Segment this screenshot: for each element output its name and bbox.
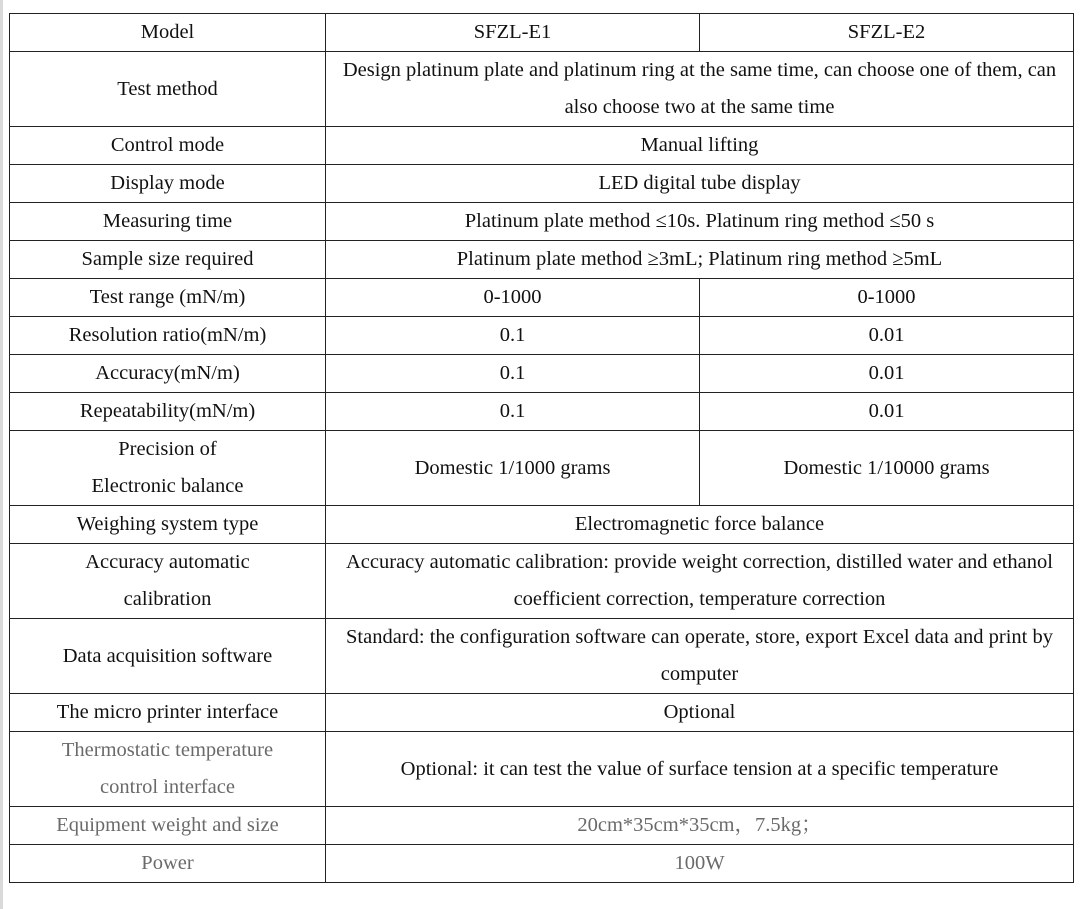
row-value: Platinum plate method ≥3mL; Platinum ring method ≥5mL bbox=[326, 241, 1074, 279]
table-row bbox=[10, 241, 1074, 279]
row-label: Test range (mN/m) bbox=[10, 279, 326, 317]
row-value: Manual lifting bbox=[326, 127, 1074, 165]
table-row bbox=[10, 619, 1074, 694]
row-value: Optional: it can test the value of surface tension at a specific temperature bbox=[326, 732, 1074, 807]
spec-table bbox=[9, 13, 1074, 883]
row-value: Design platinum plate and platinum ring at the same time, can choose one of them, can also choose two at the same time bbox=[326, 52, 1074, 127]
row-value: Optional bbox=[326, 694, 1074, 732]
row-label: Equipment weight and size bbox=[10, 807, 326, 845]
row-value: 100W bbox=[326, 845, 1074, 883]
page-left-edge bbox=[0, 0, 3, 909]
row-label-line: Electronic balance bbox=[91, 475, 244, 497]
row-label bbox=[10, 544, 326, 619]
row-value-e1: 0.1 bbox=[326, 393, 700, 431]
row-value: Platinum plate method ≤10s. Platinum ring method ≤50 s bbox=[326, 203, 1074, 241]
row-label: Resolution ratio(mN/m) bbox=[10, 317, 326, 355]
table-header-row bbox=[10, 14, 1074, 52]
row-label: Data acquisition software bbox=[10, 619, 326, 694]
table-row bbox=[10, 506, 1074, 544]
row-value: LED digital tube display bbox=[326, 165, 1074, 203]
row-value-e2: 0.01 bbox=[700, 393, 1074, 431]
row-label: Sample size required bbox=[10, 241, 326, 279]
row-label: Repeatability(mN/m) bbox=[10, 393, 326, 431]
table-row bbox=[10, 393, 1074, 431]
table-row bbox=[10, 732, 1074, 807]
row-label: The micro printer interface bbox=[10, 694, 326, 732]
header-model-e2: SFZL-E2 bbox=[700, 14, 1074, 52]
table-row bbox=[10, 127, 1074, 165]
row-value: Electromagnetic force balance bbox=[326, 506, 1074, 544]
row-value-e1: 0-1000 bbox=[326, 279, 700, 317]
row-label: Test method bbox=[10, 52, 326, 127]
row-value: 20cm*35cm*35cm，7.5kg； bbox=[326, 807, 1074, 845]
table-row bbox=[10, 52, 1074, 127]
row-value-e2: 0.01 bbox=[700, 317, 1074, 355]
row-value-e2: Domestic 1/10000 grams bbox=[700, 431, 1074, 506]
table-row bbox=[10, 544, 1074, 619]
table-row bbox=[10, 431, 1074, 506]
header-label: Model bbox=[10, 14, 326, 52]
row-label: Measuring time bbox=[10, 203, 326, 241]
row-value-e2: 0.01 bbox=[700, 355, 1074, 393]
table-row bbox=[10, 845, 1074, 883]
row-label: Accuracy(mN/m) bbox=[10, 355, 326, 393]
row-label: Weighing system type bbox=[10, 506, 326, 544]
row-label: Control mode bbox=[10, 127, 326, 165]
row-value: Standard: the configuration software can operate, store, export Excel data and print by computer bbox=[326, 619, 1074, 694]
row-value-e1: Domestic 1/1000 grams bbox=[326, 431, 700, 506]
row-label: Display mode bbox=[10, 165, 326, 203]
table-row bbox=[10, 165, 1074, 203]
table-row bbox=[10, 203, 1074, 241]
row-label bbox=[10, 732, 326, 807]
table-row bbox=[10, 279, 1074, 317]
row-label bbox=[10, 431, 326, 506]
table-row bbox=[10, 807, 1074, 845]
row-label-line: calibration bbox=[123, 588, 212, 610]
row-label-line: Accuracy automatic bbox=[85, 551, 250, 573]
row-label: Power bbox=[10, 845, 326, 883]
header-model-e1: SFZL-E1 bbox=[326, 14, 700, 52]
table-row bbox=[10, 694, 1074, 732]
row-value-e1: 0.1 bbox=[326, 355, 700, 393]
row-value: Accuracy automatic calibration: provide weight correction, distilled water and ethanol coefficient correction, temperature correction bbox=[326, 544, 1074, 619]
row-value-e2: 0-1000 bbox=[700, 279, 1074, 317]
row-label-line: control interface bbox=[100, 776, 235, 798]
table-row bbox=[10, 317, 1074, 355]
row-label-line: Precision of bbox=[118, 438, 217, 460]
row-value-e1: 0.1 bbox=[326, 317, 700, 355]
table-row bbox=[10, 355, 1074, 393]
row-label-line: Thermostatic temperature bbox=[61, 739, 274, 761]
